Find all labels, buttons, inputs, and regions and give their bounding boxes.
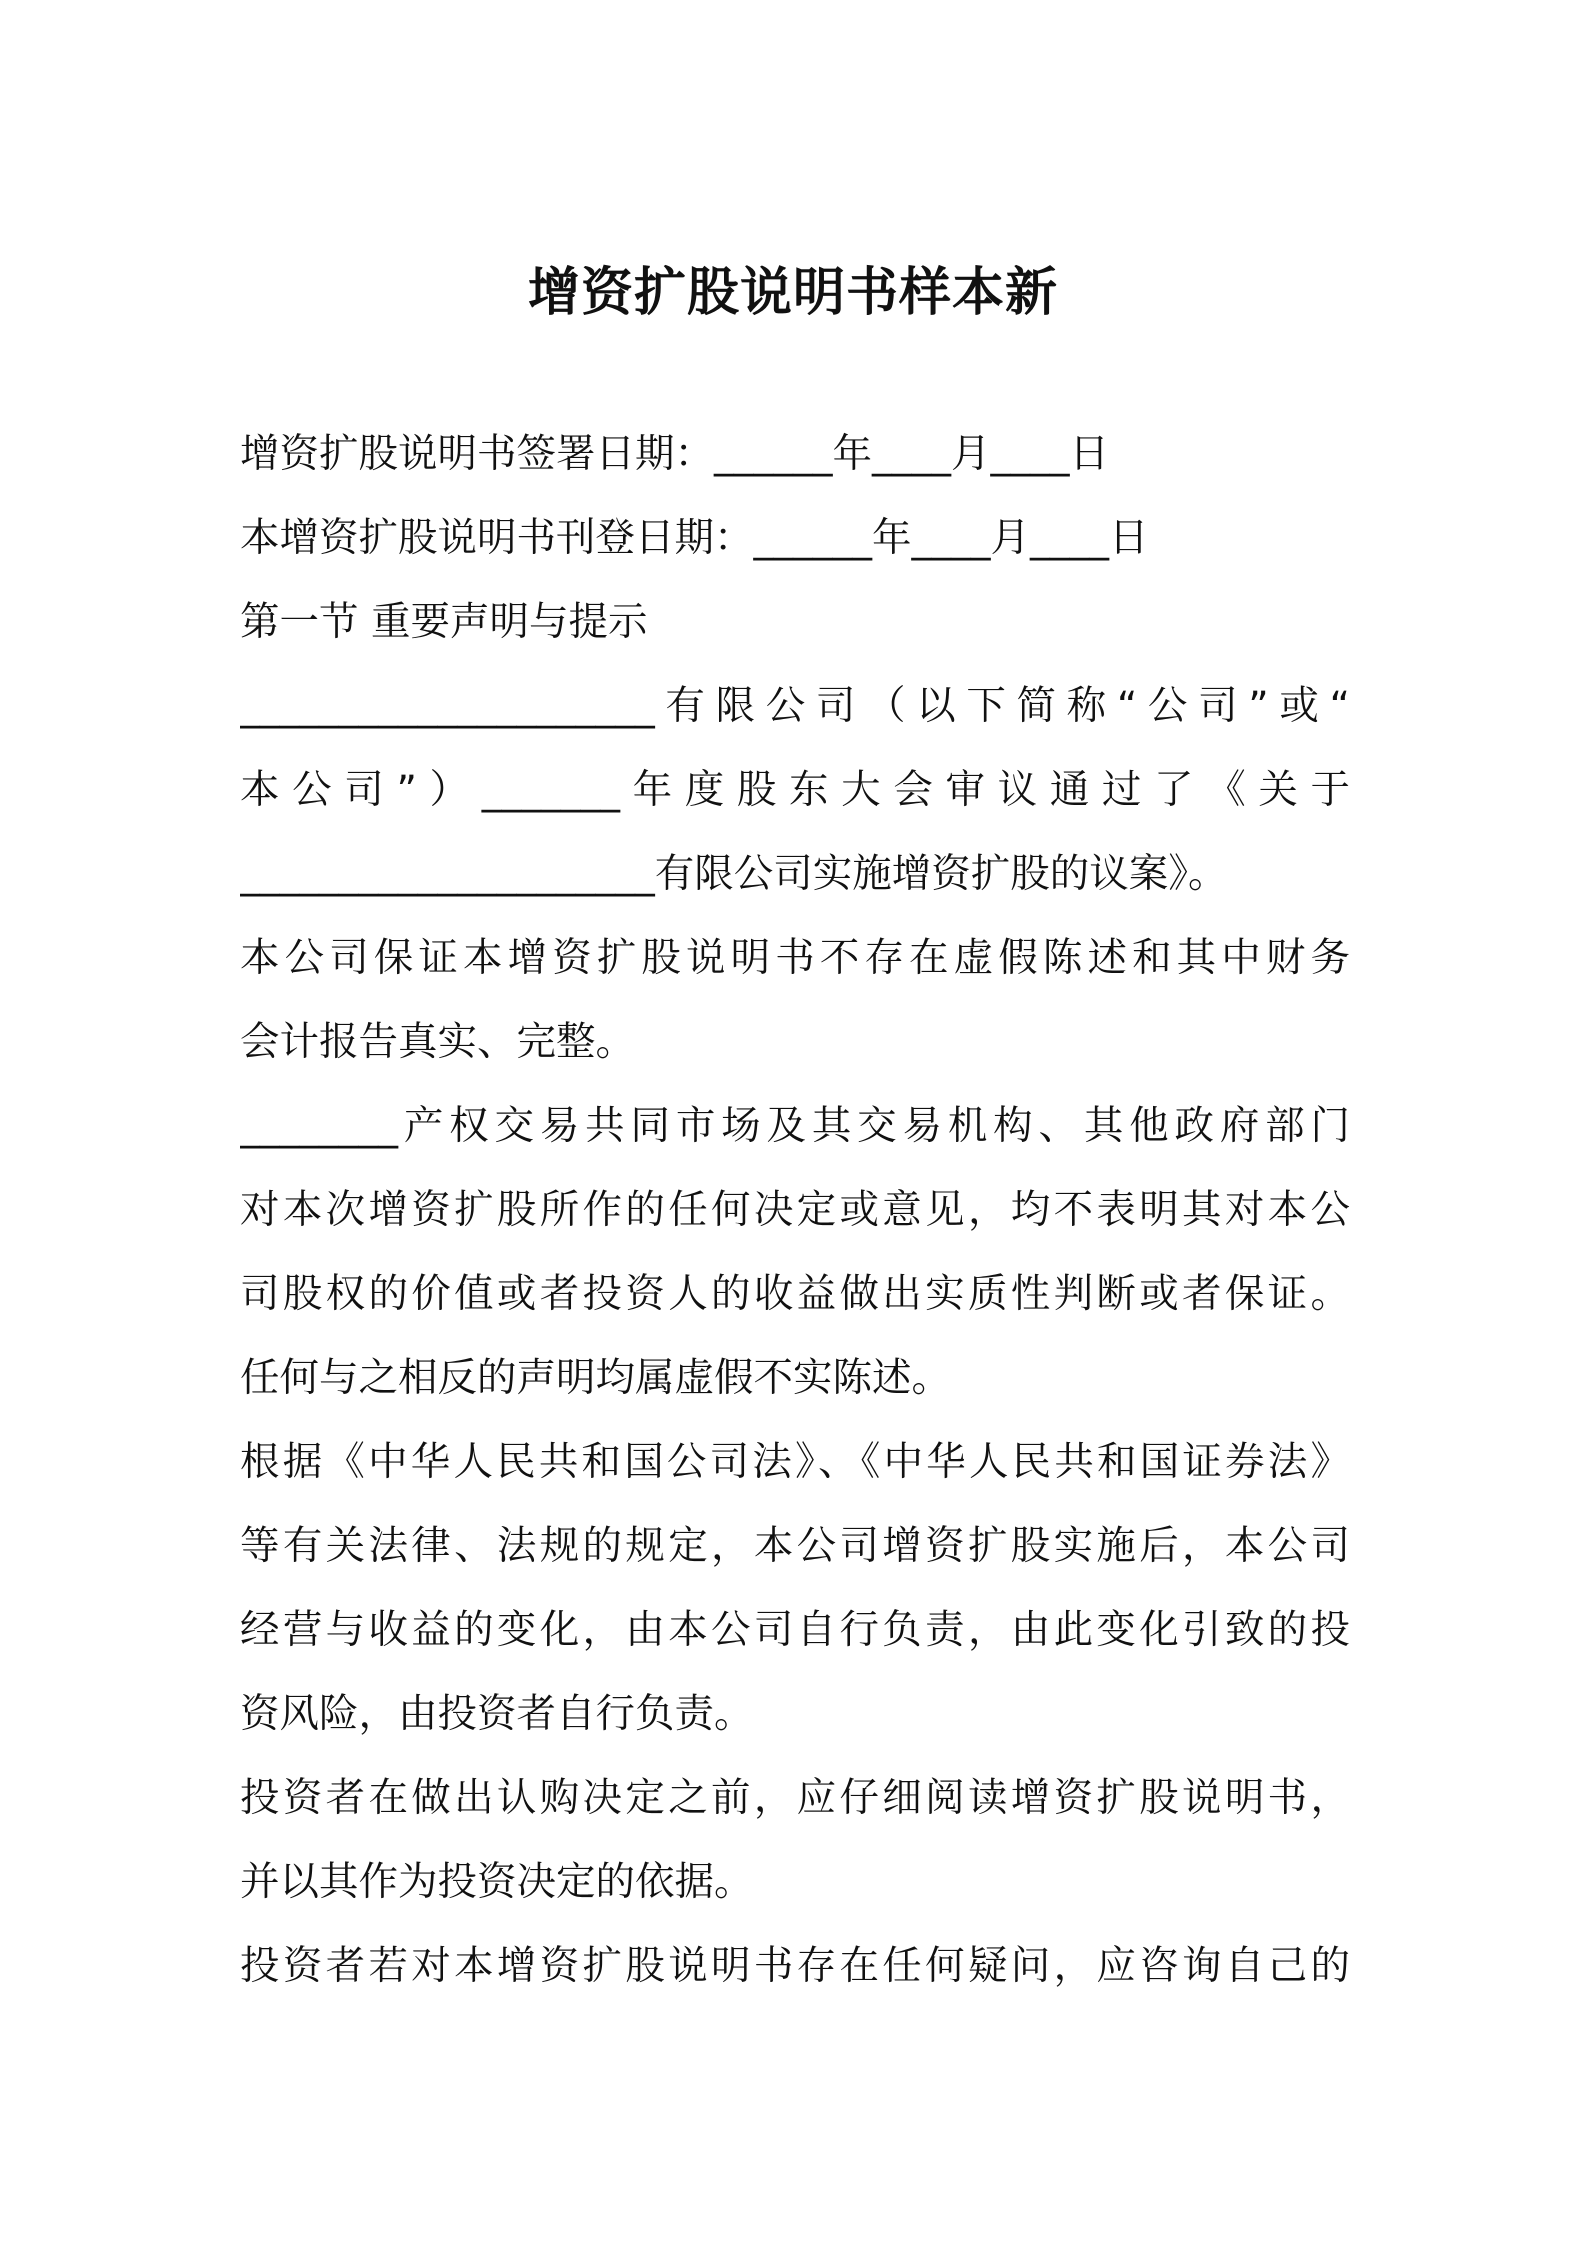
paragraph-line: 等有关法律、法规的规定，本公司增资扩股实施后，本公司 <box>240 1523 1350 1569</box>
document-title: 增资扩股说明书样本新 <box>527 263 1058 323</box>
paragraph-line: 资风险，由投资者自行负责。 <box>240 1691 754 1737</box>
paragraph-line: 会计报告真实、完整。 <box>240 1019 635 1065</box>
paragraph-line: 并以其作为投资决定的依据。 <box>240 1859 754 1905</box>
section-heading: 第一节 重要声明与提示 <box>240 599 648 645</box>
paragraph-line: 经营与收益的变化，由本公司自行负责，由此变化引致的投 <box>240 1607 1350 1653</box>
paragraph-line: 对本次增资扩股所作的任何决定或意见，均不表明其对本公 <box>240 1187 1350 1233</box>
paragraph-line: 投资者在做出认购决定之前，应仔细阅读增资扩股说明书， <box>240 1775 1350 1821</box>
paragraph-line: 本公司”）_______年度股东大会审议通过了《关于 <box>240 767 1350 813</box>
paragraph-line: _____________________有限公司实施增资扩股的议案》。 <box>240 851 1228 897</box>
publication-date-line: 本增资扩股说明书刊登日期：______年____月____日 <box>240 515 1149 561</box>
document-body <box>240 412 1350 2008</box>
paragraph-line: _____________________有限公司（以下简称“公司”或“ <box>240 683 1350 729</box>
paragraph-line: ________产权交易共同市场及其交易机构、其他政府部门 <box>240 1103 1350 1149</box>
paragraph-line: 根据《中华人民共和国公司法》、《中华人民共和国证券法》 <box>240 1439 1350 1485</box>
paragraph-line: 本公司保证本增资扩股说明书不存在虚假陈述和其中财务 <box>240 935 1350 981</box>
paragraph-line: 司股权的价值或者投资人的收益做出实质性判断或者保证。 <box>240 1271 1350 1317</box>
paragraph-line: 投资者若对本增资扩股说明书存在任何疑问，应咨询自己的 <box>240 1943 1350 1989</box>
signing-date-line: 增资扩股说明书签署日期：______年____月____日 <box>240 431 1109 477</box>
paragraph-line: 任何与之相反的声明均属虚假不实陈述。 <box>240 1355 951 1401</box>
